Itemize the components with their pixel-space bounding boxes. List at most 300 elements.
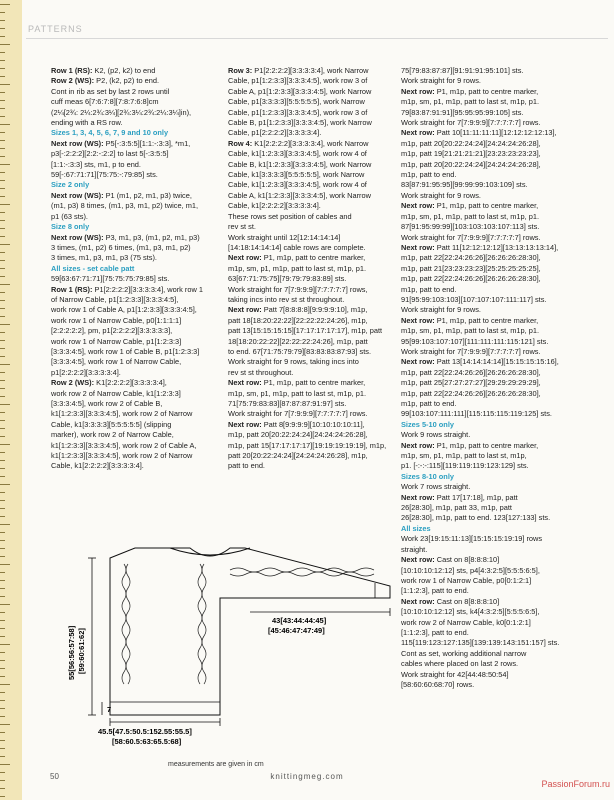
- ruler-tick: [0, 148, 5, 149]
- pattern-line: [401, 513, 591, 523]
- instruction-text: rev st st.: [228, 222, 256, 232]
- ruler-tick: [0, 724, 10, 725]
- pattern-column-3: [401, 66, 591, 690]
- instruction-text: [3:3:3:4:5], work row 1 of Narrow Cable,: [51, 357, 182, 367]
- pattern-line: [51, 97, 223, 107]
- instruction-text: Cable, p1[3:3:3:3][5:5:5:5:5], work Narrow: [228, 97, 365, 107]
- pattern-line: [401, 638, 591, 648]
- pattern-line: [401, 409, 591, 419]
- instruction-text: p1. [-:-:-:115][119:119:119:123:129] sts.: [401, 461, 529, 471]
- instruction-text: patt 13[15:15:15:15][17:17:17:17:17], m1p, patt: [228, 326, 383, 336]
- pattern-line: [401, 274, 591, 284]
- instruction-text: m1p, patt 22[22:24:26:26][26:26:26:28:30],: [401, 274, 541, 284]
- pattern-line: [401, 618, 591, 628]
- pattern-line: [401, 326, 591, 336]
- ruler-tick: [0, 188, 5, 189]
- pattern-line: [228, 295, 400, 305]
- pattern-line: [51, 420, 223, 430]
- ruler-tick: [0, 412, 5, 413]
- ruler-tick: [0, 516, 5, 517]
- pattern-line: [228, 149, 400, 159]
- instruction-text: P3, m1, p3, (m1, p2, m1, p3): [103, 232, 200, 242]
- pattern-line: [228, 243, 400, 253]
- instruction-text: Cable B, p1[1:2:3:3][3:3:3:4:5], work Narrow: [228, 118, 372, 128]
- instruction-text: patt to end.: [228, 461, 265, 471]
- pattern-line: [401, 118, 591, 128]
- pattern-line: [51, 461, 223, 471]
- instruction-text: 63[67:71:75:75][79:79:79:83:89] sts.: [228, 274, 347, 284]
- pattern-line: [51, 451, 223, 461]
- pattern-line: [51, 285, 223, 295]
- pattern-line: [401, 670, 591, 680]
- pattern-line: [228, 264, 400, 274]
- pattern-line: [51, 191, 223, 201]
- instruction-text: [2:2:2:2:2], pm, p1[2:2:2:2][3:3:3:3:3],: [51, 326, 173, 336]
- watermark: PassionForum.ru: [541, 779, 610, 789]
- instruction-text: cables where placed on last 2 rows.: [401, 659, 519, 669]
- pattern-line: [51, 128, 223, 138]
- ruler-tick: [0, 668, 5, 669]
- instruction-text: Cable, k1[1:2:3:3][3:3:3:4:5], work row 4 of: [228, 149, 367, 159]
- instruction-text: Cable, p1[1:2:3:3][3:3:3:4:5], work row 3 of: [228, 76, 368, 86]
- instruction-text: 26[28:30], m1p, patt to end. 123[127:133] sts.: [401, 513, 551, 523]
- row-label: Next row:: [228, 378, 262, 388]
- pattern-line: [401, 243, 591, 253]
- instruction-text: m1p, patt 22[22:24:26:26][26:26:26:28:30],: [401, 253, 541, 263]
- ruler-tick: [0, 380, 5, 381]
- ruler-tick: [0, 68, 5, 69]
- pattern-line: [401, 659, 591, 669]
- instruction-text: Work straight for 9 rows.: [401, 76, 481, 86]
- ruler-tick: [0, 52, 5, 53]
- pattern-line: [228, 160, 400, 170]
- pattern-line: [51, 409, 223, 419]
- ruler-tick: [0, 788, 5, 789]
- instruction-text: P1, m1p, patt to centre marker,: [434, 315, 539, 325]
- pattern-line: [401, 649, 591, 659]
- pattern-column-1: [51, 66, 223, 472]
- ruler-tick: [0, 420, 5, 421]
- row-label: Next row:: [228, 305, 262, 315]
- instruction-text: Work straight for 7[7:9:9:9][7:7:7:7:7] rows.: [228, 409, 368, 419]
- row-label: Row 1 (RS):: [51, 66, 93, 75]
- pattern-line: [401, 607, 591, 617]
- ruler-tick: [0, 660, 5, 661]
- instruction-text: cuff meas 6[7:6:7:8][7:8:7:6:8]cm: [51, 97, 159, 107]
- section-label: PATTERNS: [28, 24, 83, 34]
- instruction-text: work row 1 of Narrow Cable, p0[0:1:2:1]: [401, 575, 532, 585]
- pattern-line: [228, 274, 400, 284]
- pattern-line: [401, 420, 591, 430]
- ruler-tick: [0, 260, 5, 261]
- pattern-line: [228, 128, 400, 138]
- ruler-tick: [0, 12, 5, 13]
- pattern-line: [401, 97, 591, 107]
- ruler-tick: [0, 204, 10, 205]
- ruler-tick: [0, 740, 5, 741]
- instruction-text: P5[-:3:5:5][1:1:-:3:3], *m1,: [103, 138, 191, 148]
- instruction-text: k1[1:2:3:3][3:3:3:4:5], work row 2 of Cable A,: [51, 440, 197, 450]
- pattern-line: [401, 76, 591, 86]
- instruction-text: [14:18:14:14:14] cable rows are complete.: [228, 242, 366, 252]
- row-label: Next row:: [401, 555, 435, 565]
- instruction-text: Cable, k1[2:2:2:2][3:3:3:3:4].: [51, 461, 144, 471]
- pattern-line: [51, 118, 223, 128]
- pattern-line: [401, 160, 591, 170]
- instruction-text: of Narrow Cable, p1[1:2:3:3][3:3:3:4:5],: [51, 294, 179, 304]
- ruler-tick: [0, 4, 10, 5]
- pattern-line: [401, 316, 591, 326]
- pattern-line: [228, 326, 400, 336]
- ruler-tick: [0, 284, 10, 285]
- pattern-line: [228, 285, 400, 295]
- pattern-line: [401, 451, 591, 461]
- pattern-line: [51, 357, 223, 367]
- pattern-line: [401, 576, 591, 586]
- ruler-tick: [0, 556, 5, 557]
- instruction-text: 3 times, (m1, p2) 6 times, (m1, p3, m1, p2): [51, 242, 191, 252]
- ruler-tick: [0, 252, 5, 253]
- instruction-text: m1p, patt 20[20:22:24:24][24:24:24:26:28],: [401, 138, 541, 148]
- pattern-line: [401, 597, 591, 607]
- ruler-tick: [0, 60, 5, 61]
- instruction-text: P1, m1p, patt to centre marker,: [261, 253, 366, 263]
- ruler-tick: [0, 332, 5, 333]
- website-footer: knittingmeg.com: [270, 772, 344, 781]
- pattern-line: [401, 680, 591, 690]
- pattern-line: [228, 430, 400, 440]
- pattern-line: [401, 482, 591, 492]
- row-label: Row 2 (WS):: [51, 76, 95, 86]
- ruler-tick: [0, 276, 5, 277]
- instruction-text: 18[18:20:22:22][22:22:22:24:26], m1p, patt: [228, 336, 368, 346]
- pattern-line: [401, 534, 591, 544]
- pattern-line: [51, 337, 223, 347]
- width-label-2: [58:60.5:63:65.5:68]: [112, 737, 182, 746]
- ruler-tick: [0, 356, 5, 357]
- pattern-line: [51, 139, 223, 149]
- pattern-line: [51, 347, 223, 357]
- ruler-tick: [0, 492, 5, 493]
- row-label: Next row:: [401, 440, 435, 450]
- instruction-text: p1[2:2:2:2][3:3:3:3:4].: [51, 367, 121, 377]
- pattern-line: [401, 566, 591, 576]
- instruction-text: [3:3:3:4:5], work row 2 of Cable B,: [51, 399, 163, 408]
- instruction-text: Work 7 rows straight.: [401, 482, 471, 492]
- ruler-tick: [0, 524, 10, 525]
- pattern-line: [401, 586, 591, 596]
- sleeve-label: 43[43:44:44:45]: [272, 616, 327, 625]
- pattern-line: [51, 430, 223, 440]
- ruler-tick: [0, 268, 5, 269]
- ruler-tick: [0, 628, 5, 629]
- instruction-text: 115[119:123:127:135][139:139:143:151:157] sts.: [401, 638, 560, 648]
- instruction-text: K2, (p2, k2) to end: [92, 66, 156, 75]
- instruction-text: patt 20[20:22:24:24][24:24:24:26:28], m1p,: [228, 451, 368, 461]
- instruction-text: m1p, patt 19[21:21:21:21][23:23:23:23:23],: [401, 149, 541, 159]
- pattern-line: [401, 285, 591, 295]
- ruler-tick: [0, 308, 5, 309]
- ruler-tick: [0, 324, 10, 325]
- width-label: 45.5[47.5:50.5:152.55:55.5]: [98, 727, 192, 736]
- instruction-text: K1[2:2:2:2][3:3:3:3:4],: [94, 378, 167, 388]
- ruler-tick: [0, 460, 5, 461]
- instruction-text: P1, m1p, patt to centre marker,: [434, 440, 539, 450]
- pattern-line: [401, 503, 591, 513]
- ruler-tick: [0, 316, 5, 317]
- instruction-text: Work 9 rows straight.: [401, 430, 471, 440]
- instruction-text: 99[103:107:111:111][115:115:115:119:125] sts.: [401, 409, 552, 419]
- pattern-line: [228, 97, 400, 107]
- pattern-line: [401, 524, 591, 534]
- pattern-line: [401, 493, 591, 503]
- size-heading: All sizes: [401, 523, 431, 533]
- pattern-line: [51, 180, 223, 190]
- pattern-line: [401, 222, 591, 232]
- pattern-line: [228, 139, 400, 149]
- ruler-tick: [0, 644, 10, 645]
- row-label: Next row (WS):: [51, 232, 104, 242]
- pattern-line: [228, 180, 400, 190]
- ruler-tick: [0, 300, 5, 301]
- pattern-line: [51, 326, 223, 336]
- ruler-tick: [0, 700, 5, 701]
- row-label: Next row:: [401, 596, 435, 606]
- pattern-line: [401, 399, 591, 409]
- instruction-text: Cable, k1[3:3:3:3][5:5:5:5:5], work Narrow: [228, 170, 365, 180]
- instruction-text: Cast on 8[8:8:8:10]: [434, 555, 500, 565]
- ruler-tick: [0, 508, 5, 509]
- pattern-line: [51, 160, 223, 170]
- header-divider: [26, 38, 608, 39]
- ruler-tick: [0, 548, 5, 549]
- instruction-text: [1:1:2:3], patt to end.: [401, 627, 469, 637]
- pattern-line: [228, 76, 400, 86]
- pattern-line: [228, 441, 400, 451]
- size-heading: Sizes 8-10 only: [401, 471, 454, 481]
- ruler-tick: [0, 756, 5, 757]
- pattern-line: [51, 441, 223, 451]
- rib-label: 7: [107, 705, 112, 714]
- ruler-tick: [0, 172, 5, 173]
- pattern-line: [228, 191, 400, 201]
- pattern-line: [51, 66, 223, 76]
- pattern-line: [401, 347, 591, 357]
- ruler-tick: [0, 692, 5, 693]
- pattern-line: [51, 149, 223, 159]
- instruction-text: K1[2:2:2:2][3:3:3:3:4], work Narrow: [252, 138, 369, 148]
- ruler-tick: [0, 476, 5, 477]
- instruction-text: [3:3:3:4:5], work row 1 of Cable B, p1[1:2:3:3]: [51, 346, 200, 356]
- instruction-text: (2¼[2¾: 2¼:2¾:3¼][2¾:3¼:2¾:2¼:3¼]in),: [51, 107, 192, 117]
- pattern-line: [401, 378, 591, 388]
- instruction-text: Patt 11[12:12:12:12][13:13:13:13:14],: [434, 242, 559, 252]
- ruler-tick: [0, 436, 5, 437]
- row-label: Row 1 (RS):: [51, 284, 93, 294]
- instruction-text: [10:10:10:12:12] sts, p4[4:3:2:5][5:5:5:6:5],: [401, 565, 540, 575]
- instruction-text: Cable, k1[3:3:3:3][5:5:5:5:5] (slipping: [51, 419, 172, 429]
- ruler-tick: [0, 652, 5, 653]
- ruler-tick: [0, 484, 10, 485]
- pattern-line: [401, 233, 591, 243]
- instruction-text: Cable, p1[2:2:2:2][3:3:3:3:4].: [228, 128, 322, 138]
- pattern-line: [401, 357, 591, 367]
- instruction-text: m1p, patt to end.: [401, 170, 457, 180]
- pattern-line: [51, 295, 223, 305]
- instruction-text: Cont as set, working additional narrow: [401, 648, 527, 658]
- pattern-line: [228, 316, 400, 326]
- instruction-text: 87[91:95:99:99][103:103:103:107:113] sts.: [401, 222, 540, 232]
- instruction-text: P1, m1p, patt to centre marker,: [434, 201, 539, 211]
- instruction-text: patt 18[18:20:22:22][22:22:22:24:26], m1p,: [228, 315, 368, 325]
- ruler-tick: [0, 36, 5, 37]
- instruction-text: m1p, patt 25[27:27:27:27][29:29:29:29:29],: [401, 378, 541, 388]
- pattern-line: [228, 451, 400, 461]
- pattern-line: [401, 139, 591, 149]
- row-label: Next row:: [401, 201, 435, 211]
- ruler-tick: [0, 132, 5, 133]
- pattern-line: [51, 274, 223, 284]
- measurement-caption: measurements are given in cm: [168, 761, 264, 768]
- instruction-text: 83[87:91:95:95][99:99:99:103:109] sts.: [401, 180, 528, 190]
- pattern-line: [228, 66, 400, 76]
- schematic-outline: [110, 548, 390, 715]
- instruction-text: work row 1 of Narrow Cable, p0[1:1:1:1]: [51, 315, 182, 325]
- instruction-text: m1p, sm, p1, m1p, patt to last st, m1p, p1.: [401, 211, 540, 221]
- instruction-text: Patt 17[17:18], m1p, patt: [434, 492, 518, 502]
- instruction-text: P1, m1p, patt to centre marker,: [261, 378, 366, 388]
- instruction-text: m1p, patt to end.: [401, 284, 457, 294]
- pattern-line: [228, 233, 400, 243]
- pattern-line: [401, 368, 591, 378]
- instruction-text: Work straight for 7[7:9:9:9][7:7:7:7:7] rows.: [401, 118, 541, 128]
- ruler-tick: [0, 612, 5, 613]
- pattern-line: [401, 212, 591, 222]
- size-heading: Size 2 only: [51, 180, 90, 190]
- instruction-text: m1p, patt 21[23:23:23:23][25:25:25:25:25],: [401, 263, 541, 273]
- row-label: Next row:: [401, 128, 435, 138]
- ruler-tick: [0, 452, 5, 453]
- ruler-tick: [0, 604, 10, 605]
- pattern-line: [401, 472, 591, 482]
- ruler-tick: [0, 76, 5, 77]
- pattern-line: [228, 108, 400, 118]
- pattern-line: [51, 201, 223, 211]
- ruler-tick: [0, 636, 5, 637]
- pattern-line: [401, 66, 591, 76]
- ruler-tick: [0, 748, 5, 749]
- ruler-tick: [0, 708, 5, 709]
- instruction-text: 71[75:79:83:83][87:87:87:91:97] sts.: [228, 399, 347, 408]
- instruction-text: 26[28:30], m1p, patt 33, m1p, patt: [401, 503, 512, 513]
- ruler-tick: [0, 676, 5, 677]
- pattern-line: [51, 368, 223, 378]
- ruler-tick: [0, 372, 5, 373]
- ruler-tick: [0, 468, 5, 469]
- pattern-line: [228, 222, 400, 232]
- instruction-text: 79[83:87:91:91][95:95:95:99:105] sts.: [401, 107, 524, 117]
- pattern-line: [51, 222, 223, 232]
- ruler-tick: [0, 348, 5, 349]
- instruction-text: 3 times, m1, p3, m1, p3 (75 sts).: [51, 253, 157, 263]
- ruler-tick: [0, 340, 5, 341]
- instruction-text: P1[2:2:2:2][3:3:3:3:4], work row 1: [92, 284, 203, 294]
- instruction-text: m1p, sm, p1, m1p, patt to last st, m1p, p1.: [228, 263, 367, 273]
- pattern-line: [401, 305, 591, 315]
- instruction-text: to end. 67[71:75:79:79][83:83:83:87:93] sts.: [228, 346, 371, 356]
- pattern-line: [401, 264, 591, 274]
- pattern-line: [51, 76, 223, 86]
- pattern-line: [228, 347, 400, 357]
- size-heading: All sizes - set cable patt: [51, 263, 135, 273]
- instruction-text: P2, (k2, p2) to end.: [94, 76, 160, 86]
- row-label: Row 4:: [228, 138, 253, 148]
- instruction-text: P1 (m1, p2, m1, p3) twice,: [103, 190, 192, 200]
- instruction-text: work row 2 of Narrow Cable, k0[0:1:2:1]: [401, 617, 531, 627]
- instruction-text: [1:1:2:3], patt to end.: [401, 586, 469, 596]
- ruler-tick: [0, 572, 5, 573]
- instruction-text: Patt 7[8:8:8:8][9:9:9:9:10], m1p,: [261, 305, 368, 315]
- instruction-text: p3[-:2:2:2][2:2:-:2:2] to last 5[-:3:5:5]: [51, 149, 169, 159]
- pattern-line: [228, 87, 400, 97]
- ruler-tick: [0, 244, 10, 245]
- pattern-line: [228, 409, 400, 419]
- height-label-2: [59:60:61:62]: [77, 628, 86, 674]
- row-label: Next row (WS):: [51, 138, 104, 148]
- ruler-tick: [0, 236, 5, 237]
- ruler-tick: [0, 732, 5, 733]
- ruler-tick: [0, 764, 10, 765]
- pattern-line: [228, 118, 400, 128]
- instruction-text: 75[79:83:87:87][91:91:91:95:101] sts.: [401, 66, 524, 75]
- ruler-tick: [0, 444, 10, 445]
- ruler-tick: [0, 28, 5, 29]
- pattern-line: [228, 461, 400, 471]
- pattern-line: [51, 389, 223, 399]
- instruction-text: Work straight for 7[7:9:9:9][7:7:7:7:7] rows,: [228, 284, 368, 294]
- pattern-line: [401, 191, 591, 201]
- instruction-text: Work straight until 12[12:14:14:14]: [228, 232, 341, 242]
- pattern-line: [401, 337, 591, 347]
- instruction-text: m1p, sm, p1, m1p, patt to last st, m1p, p1.: [401, 326, 540, 336]
- pattern-line: [51, 87, 223, 97]
- measuring-ruler: [0, 0, 23, 800]
- instruction-text: straight.: [401, 544, 428, 554]
- ruler-tick: [0, 540, 5, 541]
- instruction-text: Patt 8[9:9:9:9][10:10:10:10:11],: [261, 419, 365, 429]
- ruler-tick: [0, 140, 5, 141]
- ruler-tick: [0, 116, 5, 117]
- pattern-line: [401, 555, 591, 565]
- row-label: Next row:: [228, 253, 262, 263]
- row-label: Next row:: [228, 419, 262, 429]
- pattern-line: [228, 253, 400, 263]
- pattern-line: [401, 108, 591, 118]
- instruction-text: P1[2:2:2:2][3:3:3:3:4], work Narrow: [252, 66, 369, 75]
- instruction-text: [1:1:-:3:3] sts, m1, p to end.: [51, 159, 141, 169]
- pattern-line: [401, 180, 591, 190]
- pattern-line: [401, 295, 591, 305]
- pattern-line: [228, 399, 400, 409]
- instruction-text: Work straight for 7[7:9:9:9][7:7:7:7:7] rows.: [401, 346, 541, 356]
- row-label: Next row:: [401, 492, 435, 502]
- pattern-line: [228, 378, 400, 388]
- body-cable-pattern: [122, 564, 206, 684]
- instruction-text: Patt 13[14:14:14:14][15:15:15:15:16],: [434, 357, 559, 367]
- ruler-tick: [0, 44, 10, 45]
- pattern-line: [51, 399, 223, 409]
- size-heading: Sizes 5-10 only: [401, 419, 454, 429]
